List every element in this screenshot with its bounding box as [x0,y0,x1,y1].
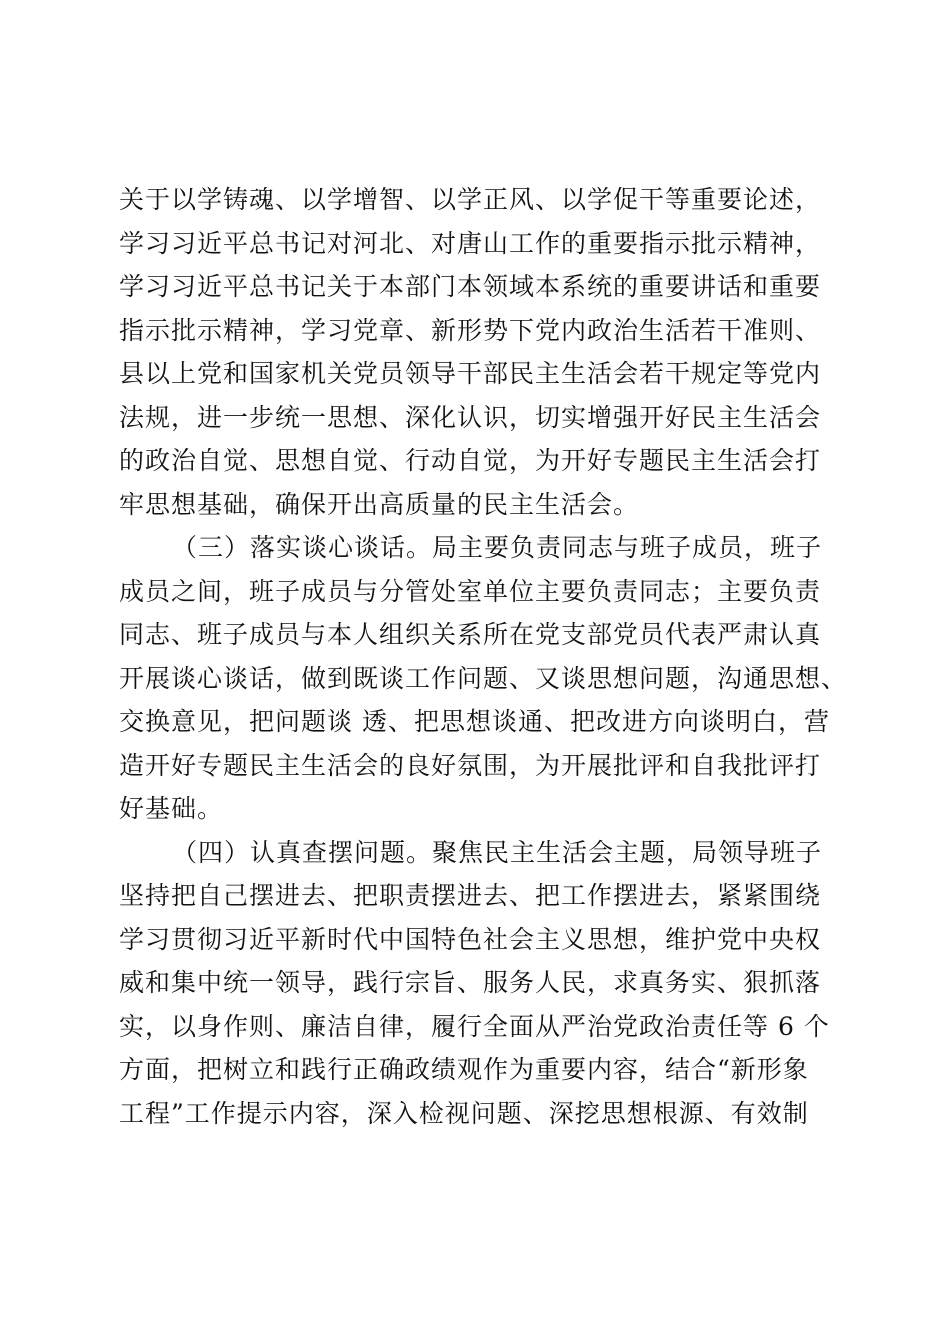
text-line: 同志、班子成员与本人组织关系所在党支部党员代表严肃认真 [119,620,822,649]
text-line: 交换意见，把问题谈 透、把思想谈通、把改进方向谈明白，营 [119,707,830,736]
paragraph-heading-line: （四）认真查摆问题。聚焦民主生活会主题，局领导班子 [172,838,823,867]
text-line: 指示批示精神，学习党章、新形势下党内政治生活若干准则、 [119,316,822,345]
text-line: 威和集中统一领导，践行宗旨、服务人民，求真务实、狠抓落 [119,968,822,997]
text-line: 成员之间，班子成员与分管处室单位主要负责同志；主要负责 [119,577,822,606]
text-line: 学习习近平总书记关于本部门本领域本系统的重要讲话和重要 [119,272,822,301]
text-line: 县以上党和国家机关党员领导干部民主生活会若干规定等党内 [119,359,822,388]
text-line: 坚持把自己摆进去、把职责摆进去、把工作摆进去，紧紧围绕 [119,881,822,910]
text-line: 工程”工作提示内容，深入检视问题、深挖思想根源、有效制 [119,1099,809,1128]
text-line: 的政治自觉、思想自觉、行动自觉，为开好专题民主生活会打 [119,446,822,475]
paragraph-heading-line: （三）落实谈心谈话。局主要负责同志与班子成员，班子 [172,533,823,562]
text-line: 学习习近平总书记对河北、对唐山工作的重要指示批示精神， [119,229,822,258]
text-line: 开展谈心谈话，做到既谈工作问题、又谈思想问题，沟通思想、 [119,664,848,693]
text-line: 牢思想基础，确保开出高质量的民主生活会。 [119,490,640,519]
text-line: 关于以学铸魂、以学增智、以学正风、以学促干等重要论述， [119,185,822,214]
text-line: 实，以身作则、廉洁自律，履行全面从严治党政治责任等 6 个 [119,1012,830,1041]
text-line: 好基础。 [119,794,224,823]
text-line: 造开好专题民主生活会的良好氛围，为开展批评和自我批评打 [119,751,822,780]
text-line: 方面，把树立和践行正确政绩观作为重要内容，结合“新形象 [119,1055,809,1084]
text-line: 学习贯彻习近平新时代中国特色社会主义思想，维护党中央权 [119,925,822,954]
text-line: 法规，进一步统一思想、深化认识，切实增强开好民主生活会 [119,403,822,432]
